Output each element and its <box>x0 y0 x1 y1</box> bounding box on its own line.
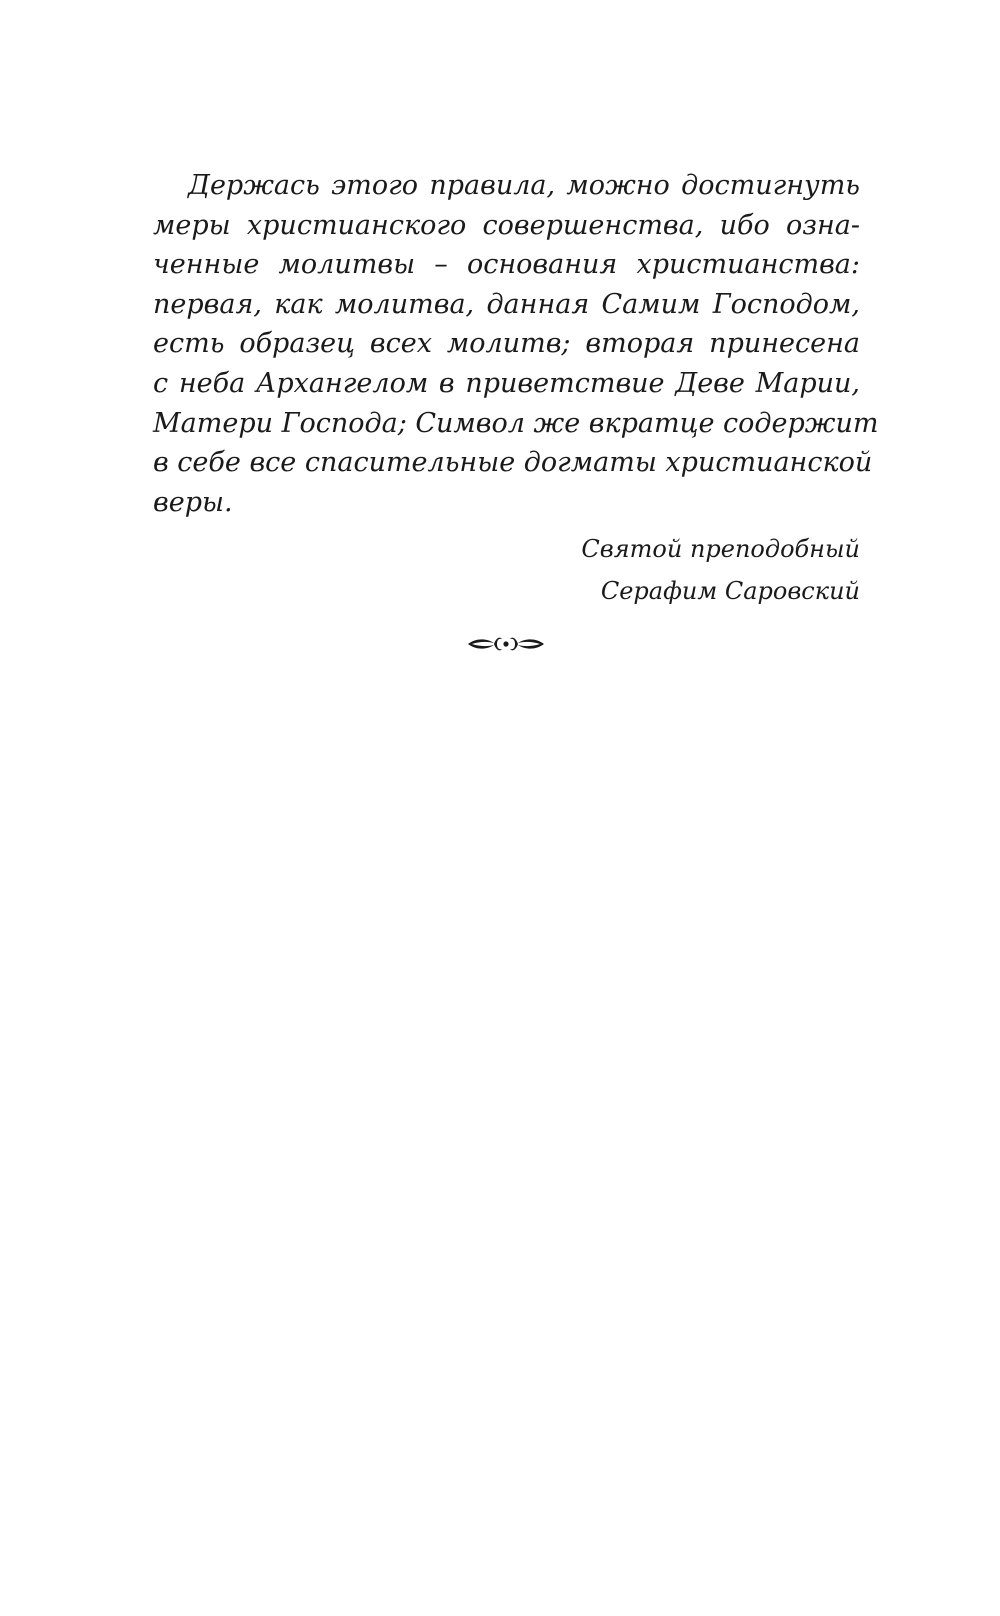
paragraph-line: Держась этого правила, можно достигнуть <box>188 170 860 201</box>
attribution-title: Святой преподобный <box>581 535 860 563</box>
quote-paragraph <box>153 166 879 522</box>
paragraph-line: меры христианского совершенства, ибо озна- <box>153 209 860 241</box>
attribution-name: Серафим Саровский <box>600 577 860 605</box>
paragraph-line: с неба Архангелом в приветствие Деве Марии, <box>153 367 860 399</box>
paragraph-line: есть образец всех молитв; вторая принесена <box>153 328 860 360</box>
paragraph-line: в себе все спасительные догматы христианской <box>153 447 873 479</box>
paragraph-line: ченные молитвы – основания христианства: <box>153 249 860 281</box>
fleuron-divider-icon <box>466 630 546 658</box>
paragraph-line: Матери Господа; Символ же вкратце содержит <box>153 407 879 439</box>
paragraph-line: первая, как молитва, данная Самим Господом, <box>153 288 860 320</box>
attribution <box>450 528 860 612</box>
paragraph-line: веры. <box>153 486 233 518</box>
